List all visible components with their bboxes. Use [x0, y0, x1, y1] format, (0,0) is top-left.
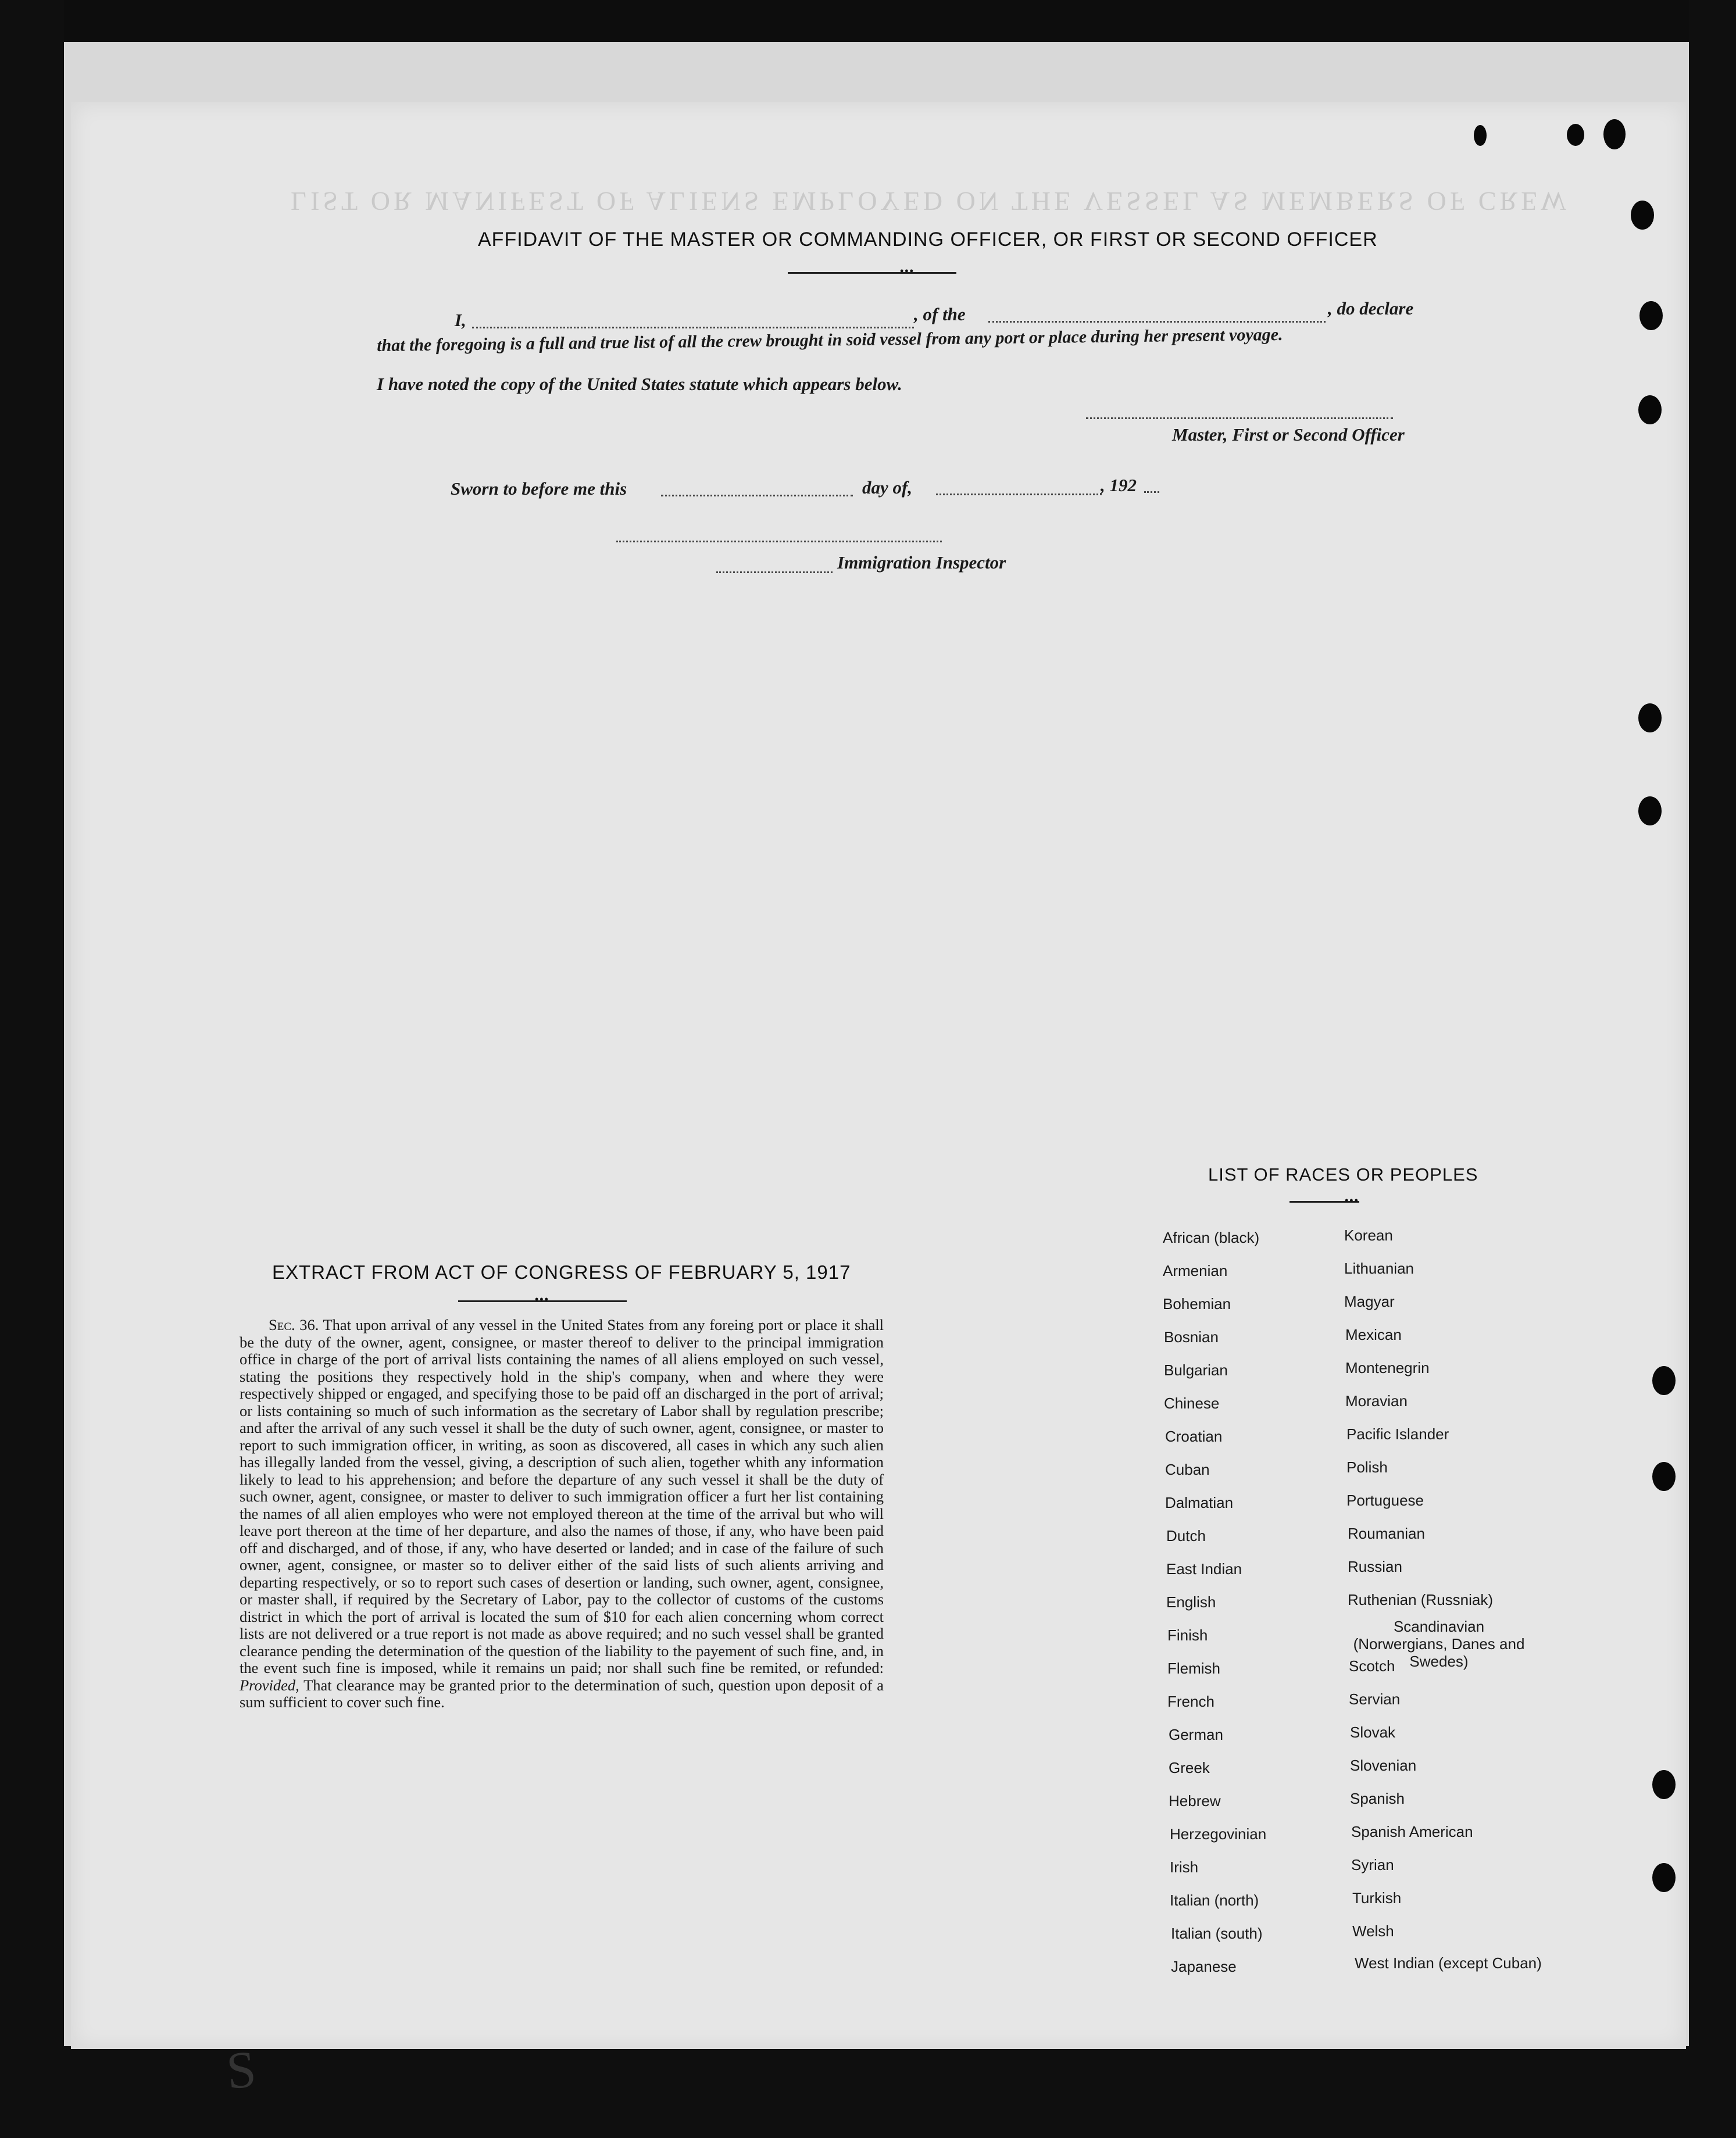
punch-hole — [1603, 119, 1626, 149]
section-label: Sec. 36. — [269, 1316, 319, 1333]
race-item: Scandinavian (Norwergians, Danes and Swedes) — [1353, 1618, 1525, 1670]
extract-ornament: ••• — [535, 1293, 549, 1305]
race-item: Spanish American — [1351, 1823, 1473, 1840]
affidavit-ornament: ••• — [900, 265, 915, 277]
race-item: Lithuanian — [1344, 1260, 1414, 1277]
race-item: Syrian — [1351, 1856, 1394, 1874]
race-item: Servian — [1349, 1690, 1401, 1708]
race-item: Korean — [1344, 1227, 1393, 1244]
bleed-through-text: LIST OR MANIFEST OF ALIENS EMPLOYED ON THE VESSEL AS MEMBERS OF CREW — [291, 187, 1570, 216]
race-item: Japanese — [1171, 1958, 1237, 1975]
inspector-name-field[interactable] — [716, 571, 833, 573]
punch-hole — [1652, 1462, 1676, 1491]
affidavit-rule — [788, 272, 956, 274]
race-item: Herzegovinian — [1170, 1825, 1267, 1843]
race-item: Greek — [1169, 1759, 1210, 1776]
race-item: East Indian — [1166, 1560, 1242, 1578]
sworn-month-field[interactable] — [936, 494, 1102, 495]
punch-hole — [1652, 1863, 1676, 1892]
handwritten-mark: S — [224, 2040, 259, 2100]
race-item: Dalmatian — [1165, 1494, 1234, 1511]
race-item: Scotch — [1349, 1657, 1395, 1675]
race-item: Roumanian — [1348, 1525, 1425, 1542]
extract-title: EXTRACT FROM ACT OF CONGRESS OF FEBRUARY 5, 1917 — [272, 1261, 851, 1283]
race-item: West Indian (except Cuban) — [1355, 1954, 1542, 1972]
punch-hole — [1638, 796, 1662, 825]
race-item: Bosnian — [1164, 1328, 1219, 1346]
provided-word: Provided, — [240, 1676, 299, 1694]
race-item: Finish — [1167, 1626, 1208, 1644]
race-item: Hebrew — [1169, 1792, 1221, 1810]
declare-label: , do declare — [1328, 298, 1414, 319]
officer-signature-caption: Master, First or Second Officer — [1172, 424, 1405, 445]
race-item: Polish — [1346, 1458, 1388, 1476]
scan-border-top — [0, 0, 1736, 42]
race-item: Bohemian — [1163, 1295, 1231, 1313]
officer-signature-field[interactable] — [1086, 417, 1393, 419]
affidavit-i-label: I, — [455, 310, 466, 330]
of-the-label: , of the — [914, 304, 966, 324]
race-item: Russian — [1348, 1558, 1402, 1575]
race-item: Turkish — [1352, 1889, 1402, 1907]
scan-border-left — [0, 0, 64, 2138]
punch-hole — [1631, 201, 1654, 230]
race-item: Irish — [1170, 1858, 1199, 1876]
race-item: Welsh — [1352, 1922, 1394, 1940]
name-field[interactable] — [472, 327, 914, 328]
statute-body: That upon arrival of any vessel in the United States from any foreing port or place it shall be the duty of the owner, agent, consignee, or master thereof to deliver to the principal immigration office in charge of the port of arrival lists containing the names of all aliens employed on such vessel, stating the positions they respectively hold in the ship's company, when and where they were respectively shipped or engaged, and specifying those to be paid off an discharged in the port of arrival; or lists containing so much of such information as the secretary of Labor shall by regulation prescribe; and after the arrival of any such vessel it shall be the duty of such owner, agent, consignee, or master to report to such immigration officer, in writing, as soon as discovered, all cases in which any such alien has illegally landed from the vessel, giving, a description of such alien, together whith any information likely to lead to his apprehension; and before the departure of any such vessel it shall be the duty of such owner, agent, consignee, or master to deliver to such immigration officer a furt her list containing the names of all alien employes who were not employed thereon at the time of the arrival but who will leave port thereon at the time of her departure, and also the names of those, if any, who have been paid off and discharged, and of those, if any, who have deserted or landed; and in case of the failure of such owner, agent, consignee, or master so to deliver either of the said lists of such alients arriving and departing respectively, or so to report such cases of desertion or landing, such owner, agent, consignee, or master shall, if required by the Secretary of Labor, pay to the collector of customs of the customs district in which the port of arrival is located the sum of $10 for each alien concerning whom correct lists are not delivered or a true report is not made as above required; and no such vessel shall be granted clearance pending the determination of the question of the liability to the payement of such fine, and, in the event such fine is imposed, while it remains un paid; nor shall such fine be remited, or refunded: — [240, 1316, 884, 1676]
punch-hole — [1639, 301, 1663, 330]
race-item: Moravian — [1345, 1392, 1408, 1410]
affidavit-title: AFFIDAVIT OF THE MASTER OR COMMANDING OFFICER, OR FIRST OR SECOND OFFICER — [478, 228, 1378, 251]
race-item: Portuguese — [1346, 1492, 1424, 1509]
race-item: Magyar — [1344, 1293, 1395, 1310]
sworn-day-field[interactable] — [661, 495, 853, 496]
punch-hole — [1567, 124, 1584, 146]
sworn-label: Sworn to before me this — [451, 478, 627, 499]
races-ornament: ••• — [1345, 1195, 1359, 1206]
punch-hole — [1652, 1770, 1676, 1799]
statute-body-end: That clearance may be granted prior to the determination of such, question upon deposit of a sum sufficient to cover such fine. — [240, 1676, 884, 1711]
punch-hole — [1638, 395, 1662, 424]
race-item: Armenian — [1163, 1262, 1228, 1279]
inspector-caption: Immigration Inspector — [837, 552, 1006, 573]
race-item: Spanish — [1350, 1790, 1405, 1807]
punch-hole — [1638, 703, 1662, 732]
race-item: Mexican — [1345, 1326, 1402, 1343]
race-item: African (black) — [1163, 1229, 1260, 1246]
race-item: German — [1169, 1726, 1223, 1743]
race-item: Italian (north) — [1170, 1892, 1259, 1909]
race-item: Chinese — [1164, 1395, 1220, 1412]
punch-hole — [1652, 1366, 1676, 1395]
scan-border-right — [1689, 0, 1736, 2138]
race-item: Ruthenian (Russniak) — [1348, 1591, 1494, 1608]
race-item: Slovenian — [1350, 1757, 1417, 1774]
scan-border-bottom — [0, 2046, 1736, 2138]
race-item: Montenegrin — [1345, 1359, 1430, 1377]
race-item: Italian (south) — [1171, 1925, 1263, 1942]
punch-hole — [1474, 125, 1487, 146]
race-item: French — [1167, 1693, 1215, 1710]
day-of-label: day of, — [862, 477, 913, 498]
race-item: English — [1166, 1593, 1216, 1611]
affidavit-line-3: I have noted the copy of the United States statute which appears below. — [377, 374, 902, 394]
statute-text — [240, 1317, 884, 1711]
race-item: Flemish — [1167, 1660, 1221, 1677]
race-item: Dutch — [1166, 1527, 1206, 1544]
race-item: Croatian — [1165, 1428, 1223, 1445]
race-item: Pacific Islander — [1346, 1425, 1449, 1443]
vessel-field[interactable] — [988, 321, 1326, 323]
affidavit-line-2: that the foregoing is a full and true list of all the crew brought in soid vessel from any port or place during her present voyage. — [377, 324, 1283, 355]
race-item: Cuban — [1165, 1461, 1210, 1478]
race-item: Slovak — [1350, 1724, 1396, 1741]
race-item: Bulgarian — [1164, 1361, 1228, 1379]
races-title: LIST OF RACES OR PEOPLES — [1208, 1164, 1478, 1185]
year-label: , 192 — [1101, 475, 1137, 495]
sworn-year-field[interactable] — [1144, 491, 1159, 493]
inspector-signature-field[interactable] — [616, 541, 942, 542]
